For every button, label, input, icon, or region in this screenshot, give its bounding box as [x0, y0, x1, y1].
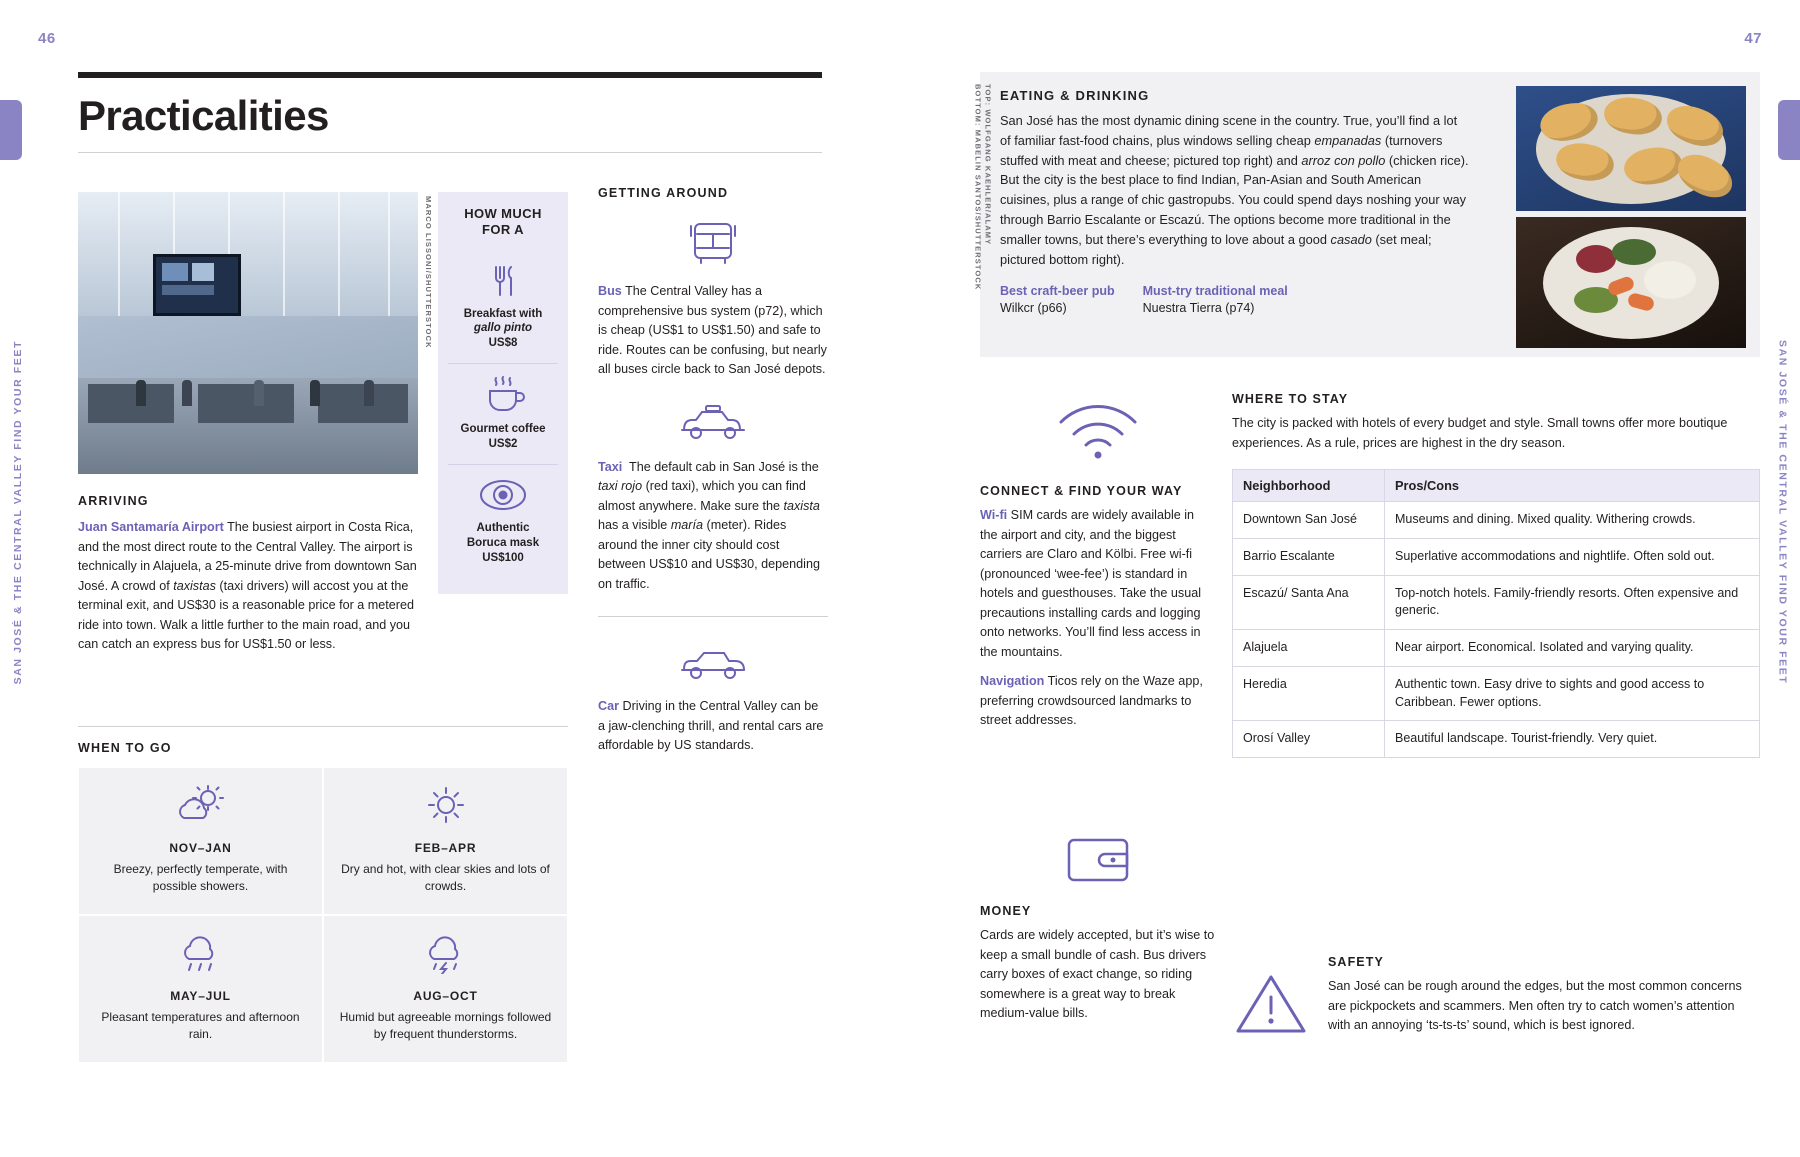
cell-proscons: Authentic town. Easy drive to sights and good access to Caribbean. Fewer options.: [1385, 666, 1760, 721]
table-row: [1233, 502, 1760, 539]
table-row: [1233, 575, 1760, 630]
getting-around-lead: Taxi: [598, 459, 623, 474]
season-cell: [323, 915, 568, 1063]
eating-column-value: Nuestra Tierra (p74): [1142, 300, 1255, 315]
safety-heading: SAFETY: [1328, 955, 1384, 969]
getting-around-text: Taxi The default cab in San José is the taxi rojo (red taxi), which you can find almost anywhere. Make sure the taxista has a visible maría (meter). Rides around the inner city should cost between US$10 and US$30, depending on traffic.: [598, 459, 820, 591]
rain-cloud-icon: [175, 932, 227, 974]
title-rule: [78, 72, 822, 78]
airport-photo: [78, 192, 418, 474]
money-text: Cards are widely accepted, but it’s wise to keep a small bundle of cash. Bus drivers carry boxes of exact change, so riding somewhere is a great way to break medium-value bills.: [980, 928, 1215, 1021]
safety-text: San José can be rough around the edges, but the most common concerns are pickpockets and scammers. Men often try to catch women’s attention with an annoying ‘ts-ts-ts’ sound, which is best ignored.: [1328, 979, 1742, 1033]
season-title: AUG–OCT: [413, 988, 478, 1003]
getting-around-item-car: [598, 643, 828, 756]
season-title: MAY–JUL: [170, 988, 231, 1003]
cell-proscons: Superlative accommodations and nightlife. Often sold out.: [1385, 538, 1760, 575]
table-row: [1233, 721, 1760, 758]
where-to-stay-heading: WHERE TO STAY: [1232, 392, 1349, 406]
warning-triangle-icon: [1232, 969, 1310, 1039]
eating-body: San José has the most dynamic dining scene in the country. True, you’ll find a lot of familiar fast-food chains, plus windows selling cheap empanadas (turnovers stuffed with meat and cheese; pictured top right) and arroz con pollo (chicken rice). But the city is the best place to find Indian, Pan-Asian and South American cuisines, plus a range of chic gastropubs. You could spend days noshing your way through Barrio Escalante or Escazú. The options become more traditional in the smaller towns, but there’s everything to love about a good casado (set meal; pictured bottom right).: [1000, 113, 1469, 267]
wifi-icon: [1055, 400, 1141, 462]
connect-section: [980, 400, 1215, 741]
title-underrule: [78, 152, 822, 153]
arriving-heading: ARRIVING: [78, 494, 149, 508]
eating-drinking-panel: [980, 72, 1760, 357]
getting-around-text: Bus The Central Valley has a comprehensive bus system (p72), which is cheap (US$1 to US$1.50) and safe to ride. Routes can be confusing, but nearly all buses circle back to San José depots.: [598, 284, 827, 377]
cell-proscons: Near airport. Economical. Isolated and varying quality.: [1385, 630, 1760, 667]
arriving-text: Juan Santamaría Airport The busiest airport in Costa Rica, and the most direct route to the Central Valley. The airport is technically in Alajuela, a 25-minute drive from downtown San José. A crowd of taxistas (taxi drivers) will accost you at the terminal exit, and US$30 is a reasonable price for a metered ride into town. Walk a little further to the main road, and you can catch an express bus for US$1.50 or less.: [78, 520, 417, 652]
sun-cloud-icon: [172, 784, 230, 826]
photo-credit-right: TOP: WOLFGANG KAEHLER/ALAMY BOTTOM: MABELIN SANTOS/SHUTTERSTOCK: [973, 84, 993, 291]
bus-icon: [683, 218, 743, 270]
money-section: [980, 830, 1215, 1024]
eating-column-value: Wilkcr (p66): [1000, 300, 1067, 315]
casado-photo: [1516, 217, 1746, 348]
car-icon: [676, 643, 750, 685]
cell-proscons: Top-notch hotels. Family-friendly resorts. Often expensive and generic.: [1385, 575, 1760, 630]
season-text: Breezy, perfectly temperate, with possible showers.: [113, 862, 288, 894]
column-header-neighborhood: Neighborhood: [1233, 470, 1385, 502]
sun-icon: [423, 784, 469, 826]
empanadas-photo: [1516, 86, 1746, 211]
connect-paragraph: Navigation Ticos rely on the Waze app, preferring crowdsourced landmarks to street addresses.: [980, 674, 1203, 728]
table-row: [1233, 538, 1760, 575]
chapter-tab-left: [0, 100, 22, 160]
cell-neighborhood: Barrio Escalante: [1233, 538, 1385, 575]
season-text: Dry and hot, with clear skies and lots of crowds.: [341, 862, 550, 894]
table-row: [1233, 630, 1760, 667]
cell-proscons: Beautiful landscape. Tourist-friendly. Very quiet.: [1385, 721, 1760, 758]
getting-around-text: Car Driving in the Central Valley can be a jaw-clenching thrill, and rental cars are affordable by US standards.: [598, 699, 824, 753]
safety-section: [1232, 955, 1760, 1044]
food-photos: [1516, 86, 1746, 348]
table-row: [1233, 666, 1760, 721]
getting-around-lead: Bus: [598, 284, 622, 298]
arriving-lead: Juan Santamaría Airport: [78, 520, 224, 534]
how-much-label: Breakfast with gallo pinto US$8: [463, 307, 543, 350]
cell-neighborhood: Escazú/ Santa Ana: [1233, 575, 1385, 630]
cutlery-icon: [483, 261, 523, 301]
season-cell: [78, 915, 323, 1063]
where-to-stay-section: [1232, 392, 1760, 758]
when-to-go-heading: WHEN TO GO: [78, 741, 172, 755]
cell-neighborhood: Orosí Valley: [1233, 721, 1385, 758]
how-much-label: [452, 422, 554, 452]
getting-around-item-taxi: [598, 402, 828, 595]
coffee-cup-icon: [481, 374, 525, 416]
running-head-left: SAN JOSÉ & THE CENTRAL VALLEY FIND YOUR FEET: [12, 340, 24, 685]
getting-around-heading: GETTING AROUND: [598, 186, 729, 200]
eating-column: [1000, 284, 1115, 315]
table-header-row: [1233, 470, 1760, 502]
eating-heading: EATING & DRINKING: [1000, 88, 1150, 103]
getting-around-lead: Car: [598, 699, 619, 714]
eating-column-label: Best craft-beer pub: [1000, 283, 1115, 298]
season-cell: [78, 767, 323, 915]
money-heading: MONEY: [980, 904, 1032, 918]
eating-column: [1143, 284, 1288, 315]
where-to-stay-intro: The city is packed with hotels of every budget and style. Small towns offer more boutique experiences. As a rule, prices are highest in the dry season.: [1232, 416, 1728, 450]
folio-left: 46: [38, 30, 56, 47]
how-much-price: US$100: [482, 552, 524, 565]
eating-column-label: Must-try traditional meal: [1142, 283, 1288, 298]
folio-right: 47: [1744, 30, 1762, 47]
season-title: NOV–JAN: [169, 841, 232, 855]
cell-neighborhood: Alajuela: [1233, 630, 1385, 667]
column-header-proscons: Pros/Cons: [1385, 470, 1760, 502]
cell-neighborhood: Heredia: [1233, 666, 1385, 721]
how-much-panel: [438, 192, 568, 594]
taxi-icon: [676, 402, 750, 446]
safety-icon-wrap: [1232, 955, 1310, 1044]
how-much-label: Authentic Boruca mask US$100: [466, 522, 540, 565]
cell-proscons: Museums and dining. Mixed quality. Withering crowds.: [1385, 502, 1760, 539]
arriving-section: [78, 494, 418, 655]
cell-neighborhood: Downtown San José: [1233, 502, 1385, 539]
how-much-item: [448, 363, 558, 464]
connect-heading: CONNECT & FIND YOUR WAY: [980, 484, 1183, 498]
divider: [598, 616, 828, 617]
chapter-tab-right: [1778, 100, 1800, 160]
how-much-item: [448, 251, 558, 364]
how-much-item: [448, 464, 558, 578]
connect-lead: Navigation: [980, 674, 1045, 689]
season-title: FEB–APR: [414, 841, 477, 855]
getting-around-item-bus: [598, 218, 828, 380]
season-text: Humid but agreeable mornings followed by frequent thunderstorms.: [339, 1009, 552, 1042]
connect-paragraph: Wi-fi SIM cards are widely available in the airport and city, and the biggest carriers are Claro and Kölbi. Free wi-fi (pronounced ‘wee-fee’) is standard in hotels and guesthouses. Take the usual precautions installing cards and logging onto networks. You’ll find less access in the mountains.: [980, 508, 1202, 659]
how-much-price: US$8: [488, 337, 518, 350]
connect-lead: Wi-fi: [980, 508, 1008, 522]
when-to-go-section: [78, 726, 568, 1063]
how-much-item-name: Gourmet coffee: [460, 423, 546, 436]
divider: [78, 726, 568, 727]
wallet-icon: [1061, 830, 1135, 888]
how-much-heading: HOW MUCH FOR A: [464, 206, 542, 238]
where-to-stay-table: [1232, 469, 1760, 758]
season-text: Pleasant temperatures and afternoon rain.: [101, 1009, 300, 1042]
how-much-price: US$2: [488, 438, 518, 451]
storm-cloud-icon: [420, 932, 472, 974]
season-cell: [323, 767, 568, 915]
running-head-right: SAN JOSÉ & THE CENTRAL VALLEY FIND YOUR FEET: [1776, 340, 1788, 685]
getting-around-section: [598, 186, 828, 778]
photo-credit-left: MARCO LISSONI/SHUTTERSTOCK: [424, 196, 433, 349]
mask-icon: [478, 475, 528, 515]
page-title: Practicalities: [78, 92, 329, 139]
safety-text-wrap: [1328, 955, 1760, 1044]
